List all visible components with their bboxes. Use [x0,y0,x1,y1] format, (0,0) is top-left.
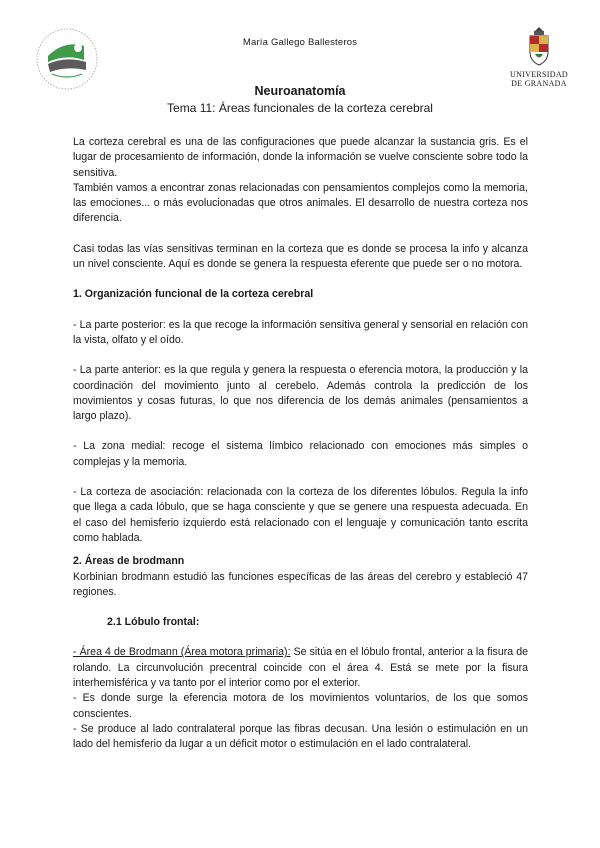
document-subtitle: Tema 11: Áreas funcionales de la corteza cerebral [167,101,433,115]
intro-paragraph-3: Casi todas las vías sensitivas terminan en la corteza que es donde se procesa la info y alcanza un nivel consciente. Aquí es donde se genera la respuesta eferente que puede ser o no motora. [73,242,528,271]
section-1-item-anterior: - La parte anterior: es la que regula y genera la respuesta o eferencia motora, la producción y la coordinación del movimiento junto al cerebelo. Además controla la predicción de los movimientos y cosas futuras, lo que nos diferencia de los demás animales (pensamientos a largo plazo). [73,364,528,423]
faculty-logo-icon [34,26,100,92]
intro-paragraph-1: La corteza cerebral es una de las configuraciones que puede alcanzar la sustancia gris. Es el lugar de procesamiento de información, donde la información se vuelve consciente sobre todo la sensitiva. [73,136,528,179]
area-4-text: Se sitúa en el lóbulo frontal, anterior a la fisura de rolando. La circunvolución precentral coincide con el área 4. Está se mete por la fisura interhemisférica y va tanto por el interior como por el exterior. [73,646,528,690]
section-1-item-medial: - La zona medial: recoge el sistema límbico relacionado con emociones más simples o complejas y la memoria. [73,440,528,468]
document-body [73,135,528,753]
section-2-heading: 2. Áreas de brodmann [73,555,185,568]
university-name-line1: UNIVERSIDAD [510,70,568,79]
area-4-bullet-2: - Es donde surge la eferencia motora de los movimientos voluntarios, de los que somos conscientes. [73,692,528,720]
author-name: María Gallego Ballesteros [242,37,358,48]
university-name-line2: DE GRANADA [511,79,567,88]
area-4-bullet-3: - Se produce al lado contralateral porque las fibras decusan. Una lesión o estimulación en un lado del hemisferio da lugar a un déficit motor o estimulación en el lado contralateral. [73,722,528,751]
document-title: Neuroanatomía [254,84,346,98]
area-4-paragraph [73,645,528,691]
section-2-1-heading: 2.1 Lóbulo frontal: [107,616,200,629]
section-1-item-posterior: - La parte posterior: es la que recoge la información sensitiva general y sensorial en relación con la vista, olfato y el oído. [73,318,528,346]
university-crest-icon [526,26,552,68]
section-2-text: Korbinian brodmann estudió las funciones específicas de las áreas del cerebro y estableció 47 regiones. [73,570,528,598]
intro-paragraph-2: También vamos a encontrar zonas relacionadas con pensamientos complejos como la memoria, las emociones... o más evolucionadas que otros animales. El desarrollo de nuestra corteza nos diferencia. [73,181,528,225]
section-1-item-association: - La corteza de asociación: relacionada con la corteza de los diferentes lóbulos. Regula la info que llega a cada lóbulo, que se haga consciente y que se genere una respuesta adecuada. En el caso del hemisferio izquierdo está relacionado con el lenguaje y comunicación tanto escrita como hablada. [73,486,528,544]
section-1-heading: 1. Organización funcional de la corteza cerebral [73,288,314,301]
area-4-label: - Área 4 de Brodmann (Área motora primaria): [73,646,291,659]
university-logo [502,26,576,88]
